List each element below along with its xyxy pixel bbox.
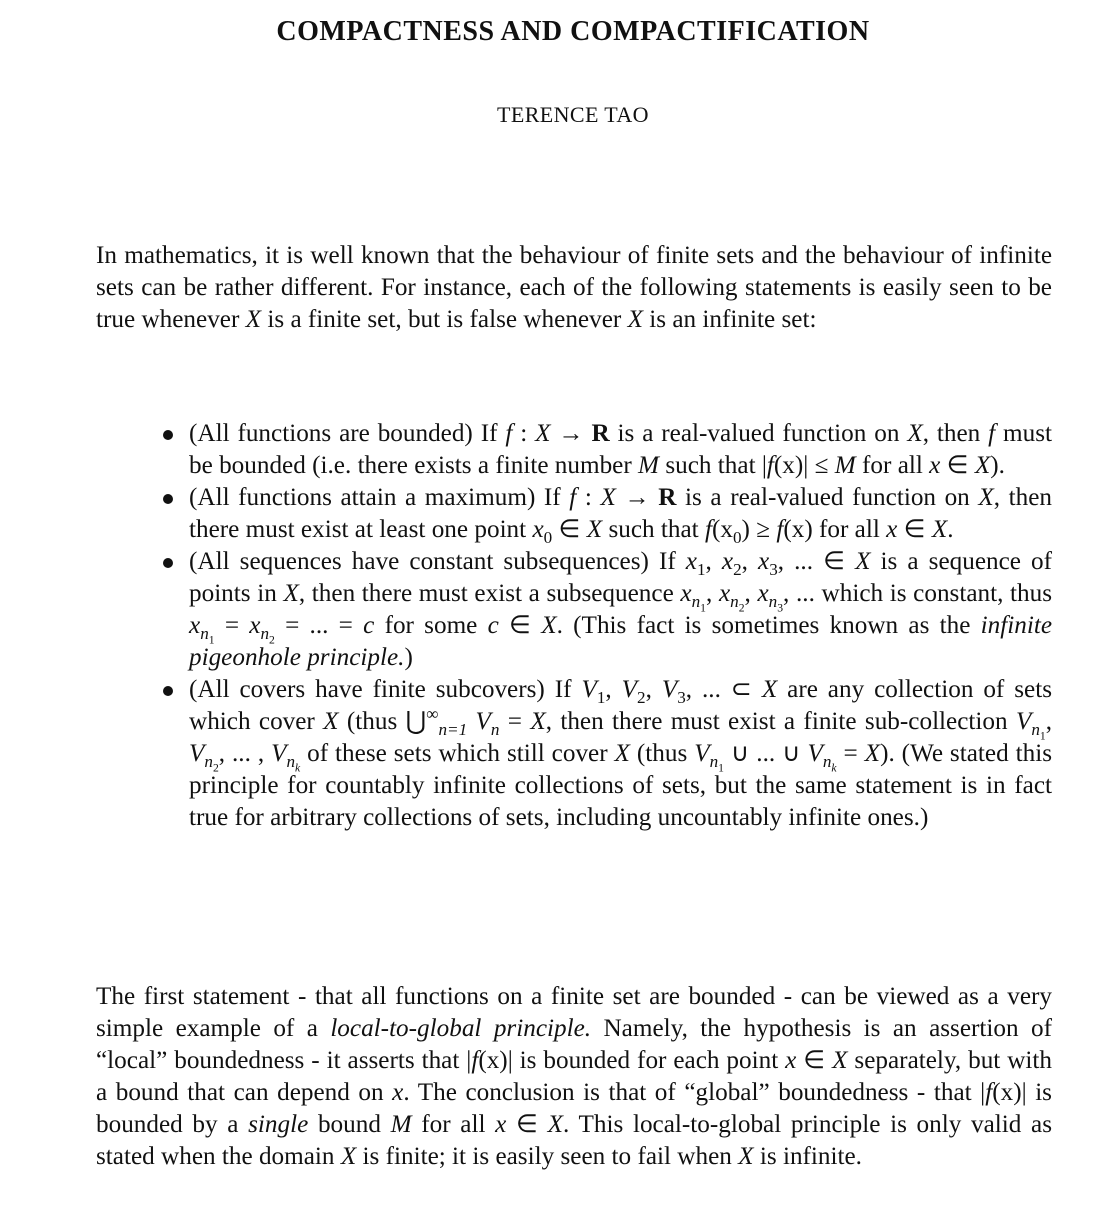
- bullet-icon: [163, 686, 173, 696]
- math-var: X: [855, 548, 871, 575]
- list-item: (All covers have finite subcovers) If $V_1$, $V_2$, $V_3$, ... ⊂ X are any collection of sets which cover X (thus $⋃^\infty_{n=1}$ $V_n = X$, then there must exist a finite sub-collection $V_{n_1}$, $V_{n_2}$, ... , $V_{n_k}$ of these sets which still cover X (thus $V_{n_1}$ ∪ ... ∪ $V_{n_k} = X$). (We stated this principle for countably infinite collections of sets, but the same statement is in fact true for arbitrary collections of sets, including uncountably infinite ones.): [158, 674, 1052, 834]
- statement-list: [158, 418, 1052, 834]
- text: ∈: [796, 1047, 833, 1074]
- text: ∈: [897, 516, 932, 543]
- text: (x: [711, 516, 733, 543]
- emphasis: single: [248, 1111, 309, 1138]
- text: . This local-to-global principle is only valid as stated when the domain: [96, 1111, 1053, 1170]
- text: (thus ⋃: [338, 708, 427, 735]
- text: . (This fact is sometimes known as the: [556, 612, 981, 639]
- text: (thus: [629, 740, 695, 767]
- text: , then there must exist a subsequence: [298, 580, 681, 607]
- math-var: X: [245, 306, 262, 333]
- math-var: X: [541, 612, 557, 639]
- math-var: X: [627, 306, 643, 333]
- text: →: [615, 484, 659, 511]
- text: is a real-valued function on: [676, 484, 979, 511]
- intro-paragraph: [96, 240, 1052, 336]
- math-var: M: [834, 452, 856, 479]
- body-paragraph: [96, 981, 1052, 1173]
- math-var: f: [704, 516, 712, 543]
- text: :: [576, 484, 601, 511]
- math-reals: R: [591, 420, 610, 447]
- math-var: X: [323, 708, 339, 735]
- math-var: X: [614, 740, 630, 767]
- paper-author: TERENCE TAO: [497, 102, 649, 127]
- text: for all: [411, 1111, 496, 1138]
- text: such that: [602, 516, 705, 543]
- text: , ... ,: [218, 740, 272, 767]
- text: (All covers have finite subcovers) If: [189, 676, 582, 703]
- text: =: [836, 740, 865, 767]
- paper-title: COMPACTNESS AND COMPACTIFICATION: [276, 16, 870, 47]
- text: , then there must exist at least one point: [189, 484, 1053, 543]
- text: ): [404, 644, 413, 671]
- list-item: [158, 482, 1052, 546]
- text: which is constant, thus: [814, 580, 1053, 607]
- text: is infinite.: [753, 1143, 862, 1170]
- text: ∈: [813, 548, 856, 575]
- math-var: x: [392, 1079, 404, 1106]
- text: ∪ ... ∪: [723, 740, 808, 767]
- math-var: x: [785, 1047, 797, 1074]
- text: :: [512, 420, 536, 447]
- math-var: c: [363, 612, 375, 639]
- text: =: [499, 708, 531, 735]
- math-var: f: [985, 1079, 993, 1106]
- text: , then there must exist a finite sub-collection: [545, 708, 1016, 735]
- math-var: x: [929, 452, 941, 479]
- math-var: X: [535, 420, 551, 447]
- math-var: X: [907, 420, 923, 447]
- text: for all: [812, 516, 887, 543]
- math-var: x: [495, 1111, 507, 1138]
- text: such that |: [659, 452, 767, 479]
- math-var: x: [532, 516, 544, 543]
- text: is an infinite set:: [642, 306, 817, 333]
- bullet-icon: [163, 430, 173, 440]
- math-var: M: [638, 452, 660, 479]
- subscript: 0: [732, 528, 742, 548]
- subscript: n: [490, 720, 500, 740]
- math-var: X: [931, 516, 948, 543]
- bullet-icon: [163, 494, 173, 504]
- superscript: ∞: [426, 704, 439, 724]
- math-var: f: [505, 420, 513, 447]
- list-item: [158, 418, 1052, 482]
- text: (x): [783, 516, 813, 543]
- math-var: f: [988, 420, 996, 447]
- text: Namely, the hypothesis is an assertion of “local” boundedness - it asserts that |: [96, 1015, 1053, 1074]
- text: ∈: [498, 612, 542, 639]
- math-var: X: [738, 1143, 754, 1170]
- math-var: V: [475, 708, 491, 735]
- text: bound: [308, 1111, 391, 1138]
- text: .: [947, 516, 954, 543]
- math-var: X: [283, 580, 299, 607]
- text: are any collection of sets which cover: [189, 676, 1053, 735]
- math-var: X: [586, 516, 603, 543]
- text: must be bounded (i.e. there exists a finite number: [189, 420, 1053, 479]
- text: In mathematics, it is well known that the behaviour of finite sets and the behaviour of infinite sets can be rather different. For instance, each of the following statements is easily seen to be true whenever: [96, 242, 1052, 333]
- text: The first statement - that all functions on a finite set are bounded - can be viewed as a very simple example of a: [96, 983, 1052, 1042]
- math-var: f: [776, 516, 784, 543]
- text: →: [550, 420, 592, 447]
- bullet-icon: [163, 558, 173, 568]
- math-var: X: [547, 1111, 563, 1138]
- text: ) ≥: [741, 516, 777, 543]
- math-var: X: [974, 452, 991, 479]
- text: separately, but with a bound that can depend on: [96, 1047, 1052, 1106]
- subscript: 0: [543, 528, 553, 548]
- math-var: f: [569, 484, 577, 511]
- math-var: X: [832, 1047, 848, 1074]
- text: is finite; it is easily seen to fail when: [356, 1143, 739, 1170]
- text: , ... ⊂: [685, 676, 762, 703]
- math-var: X: [864, 740, 881, 767]
- emphasis: infinite pigeonhole principle.: [189, 612, 1052, 671]
- text: ∈: [552, 516, 587, 543]
- text: (All functions attain a maximum) If: [189, 484, 570, 511]
- text: (x)| is bounded by a: [96, 1079, 1052, 1138]
- text: ).: [990, 452, 1005, 479]
- text: for all: [855, 452, 930, 479]
- text: (All functions are bounded) If: [189, 420, 506, 447]
- text: ). (We stated this principle for countably infinite collections of sets, but the same statement is in fact true for arbitrary collections of sets, including uncountably infinite ones.): [189, 740, 1053, 831]
- list-item: (All sequences have constant subsequences) If $x_1$, $x_2$, $x_3$, ... ∈ X is a sequence of points in X, then there must exist a subsequence $x_{n_1}$, $x_{n_2}$, $x_{n_3}$, ... which is constant, thus $x_{n_1} = x_{n_2}$ = ... = c for some c ∈ X. (This fact is sometimes known as the infinite pigeonhole principle.): [158, 546, 1052, 674]
- math-var: M: [390, 1111, 412, 1138]
- text: = ... =: [274, 612, 364, 639]
- math-var: c: [487, 612, 499, 639]
- math-var: f: [471, 1047, 479, 1074]
- math-var: X: [600, 484, 616, 511]
- text: ∈: [506, 1111, 548, 1138]
- text: for some: [374, 612, 488, 639]
- math-var: X: [340, 1143, 357, 1170]
- math-var: x: [886, 516, 898, 543]
- text: (x)| is bounded for each point: [478, 1047, 786, 1074]
- text: of these sets which still cover: [300, 740, 615, 767]
- math-var: X: [530, 708, 546, 735]
- text: is a real-valued function on: [609, 420, 908, 447]
- text: , then: [922, 420, 989, 447]
- text: is a sequence of points in: [189, 548, 1052, 607]
- text: (All sequences have constant subsequences) If: [189, 548, 686, 575]
- text: ∈: [940, 452, 975, 479]
- math-var: f: [766, 452, 774, 479]
- math-var: X: [761, 676, 778, 703]
- math-var: X: [978, 484, 994, 511]
- text: is a finite set, but is false whenever: [261, 306, 628, 333]
- subscript: n=1: [438, 720, 468, 740]
- text: . The conclusion is that of “global” boundedness - that |: [403, 1079, 986, 1106]
- text: (x)| ≤: [773, 452, 835, 479]
- emphasis: local-to-global principle.: [330, 1015, 592, 1042]
- math-reals: R: [658, 484, 677, 511]
